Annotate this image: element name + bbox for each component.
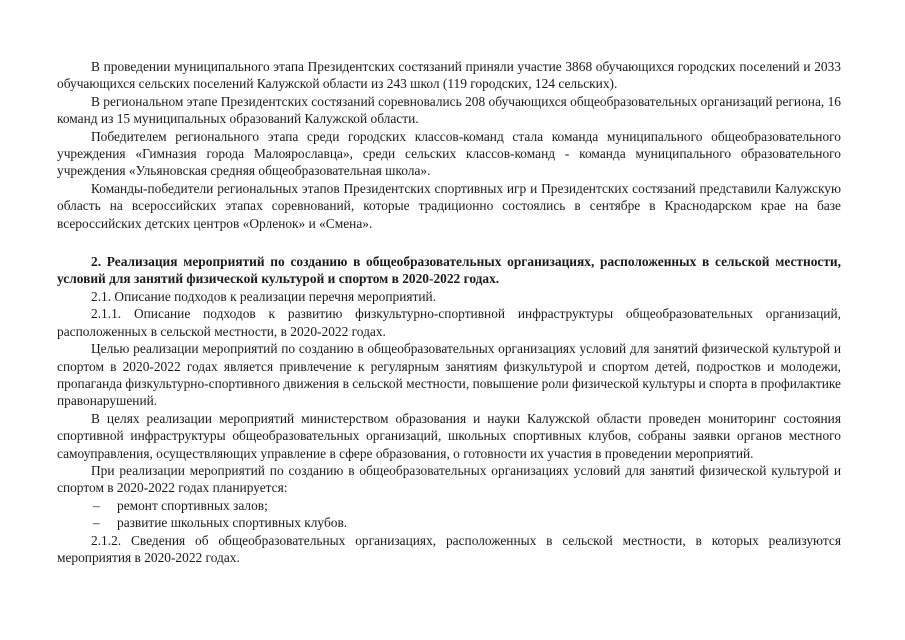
list-item-text: ремонт спортивных залов;	[117, 497, 268, 513]
dash-bullet: –	[93, 515, 100, 531]
planned-list	[57, 497, 841, 532]
list-item	[57, 497, 841, 514]
paragraph-2-1: 2.1. Описание подходов к реализации перечня мероприятий.	[91, 288, 437, 304]
paragraph-winners: Победителем регионального этапа среди городских классов-команд стала команда муниципального общеобразовательного учреждения «Гимназия города Малоярославца», среди сельских классов-команд - команда муниципального образовательного учреждения «Ульяновская средняя общеобразовательная школа».	[57, 128, 841, 179]
section-heading: 2. Реализация мероприятий по созданию в общеобразовательных организациях, расположенных в сельской местности, условий для занятий физической культурой и спортом в 2020-2022 годах.	[57, 254, 841, 287]
paragraph-monitoring: В целях реализации мероприятий министерством образования и науки Калужской области проведен мониторинг состояния спортивной инфраструктуры общеобразовательных организаций, школьных спортивных клубов, собраны заявки органов местного самоуправления, осуществляющих управление в сфере образования, о готовности их участия в проведении мероприятий.	[57, 410, 841, 461]
list-item	[57, 514, 841, 531]
dash-bullet: –	[93, 497, 100, 513]
paragraph-municipal-stage: В проведении муниципального этапа Президентских состязаний приняли участие 3868 обучающихся городских поселений и 2033 обучающихся сельских поселений Калужской области из 243 школ (119 городских, 124 сельских).	[57, 59, 841, 92]
paragraph-planned: При реализации мероприятий по созданию в общеобразовательных организациях условий для занятий физической культурой и спортом в 2020-2022 годах планируется:	[57, 462, 841, 496]
paragraph-all-russian-stage: Команды-победители региональных этапов Президентских спортивных игр и Президентских состязаний представили Калужскую область на всероссийских этапах соревнований, которые традиционно состоялись в сентябре в Краснодарском крае на базе всероссийских детских центров «Орленок» и «Смена».	[57, 180, 841, 231]
list-item-text: развитие школьных спортивных клубов.	[117, 515, 348, 531]
paragraph-regional-stage: В региональном этапе Президентских состязаний соревновались 208 обучающихся общеобразовательных организаций региона, 16 команд из 15 муниципальных образований Калужской области.	[57, 93, 841, 127]
section-gap	[57, 232, 841, 253]
paragraph-2-1-1: 2.1.1. Описание подходов к развитию физкультурно-спортивной инфраструктуры общеобразовательных организаций, расположенных в сельской местности, в 2020-2022 годах.	[57, 306, 841, 339]
paragraph-goal: Целью реализации мероприятий по созданию в общеобразовательных организациях условий для занятий физической культурой и спортом в 2020-2022 годах является привлечение к регулярным занятиям физкультурой и спортом детей, подростков и молодежи, пропаганда физкультурно-спортивного движения в сельской местности, повышение роли физической культуры и спорта в профилактике правонарушений.	[57, 341, 841, 409]
paragraph-2-1-2: 2.1.2. Сведения об общеобразовательных организациях, расположенных в сельской местности, в которых реализуются мероприятия в 2020-2022 годах.	[57, 532, 841, 565]
document-body	[57, 58, 841, 566]
